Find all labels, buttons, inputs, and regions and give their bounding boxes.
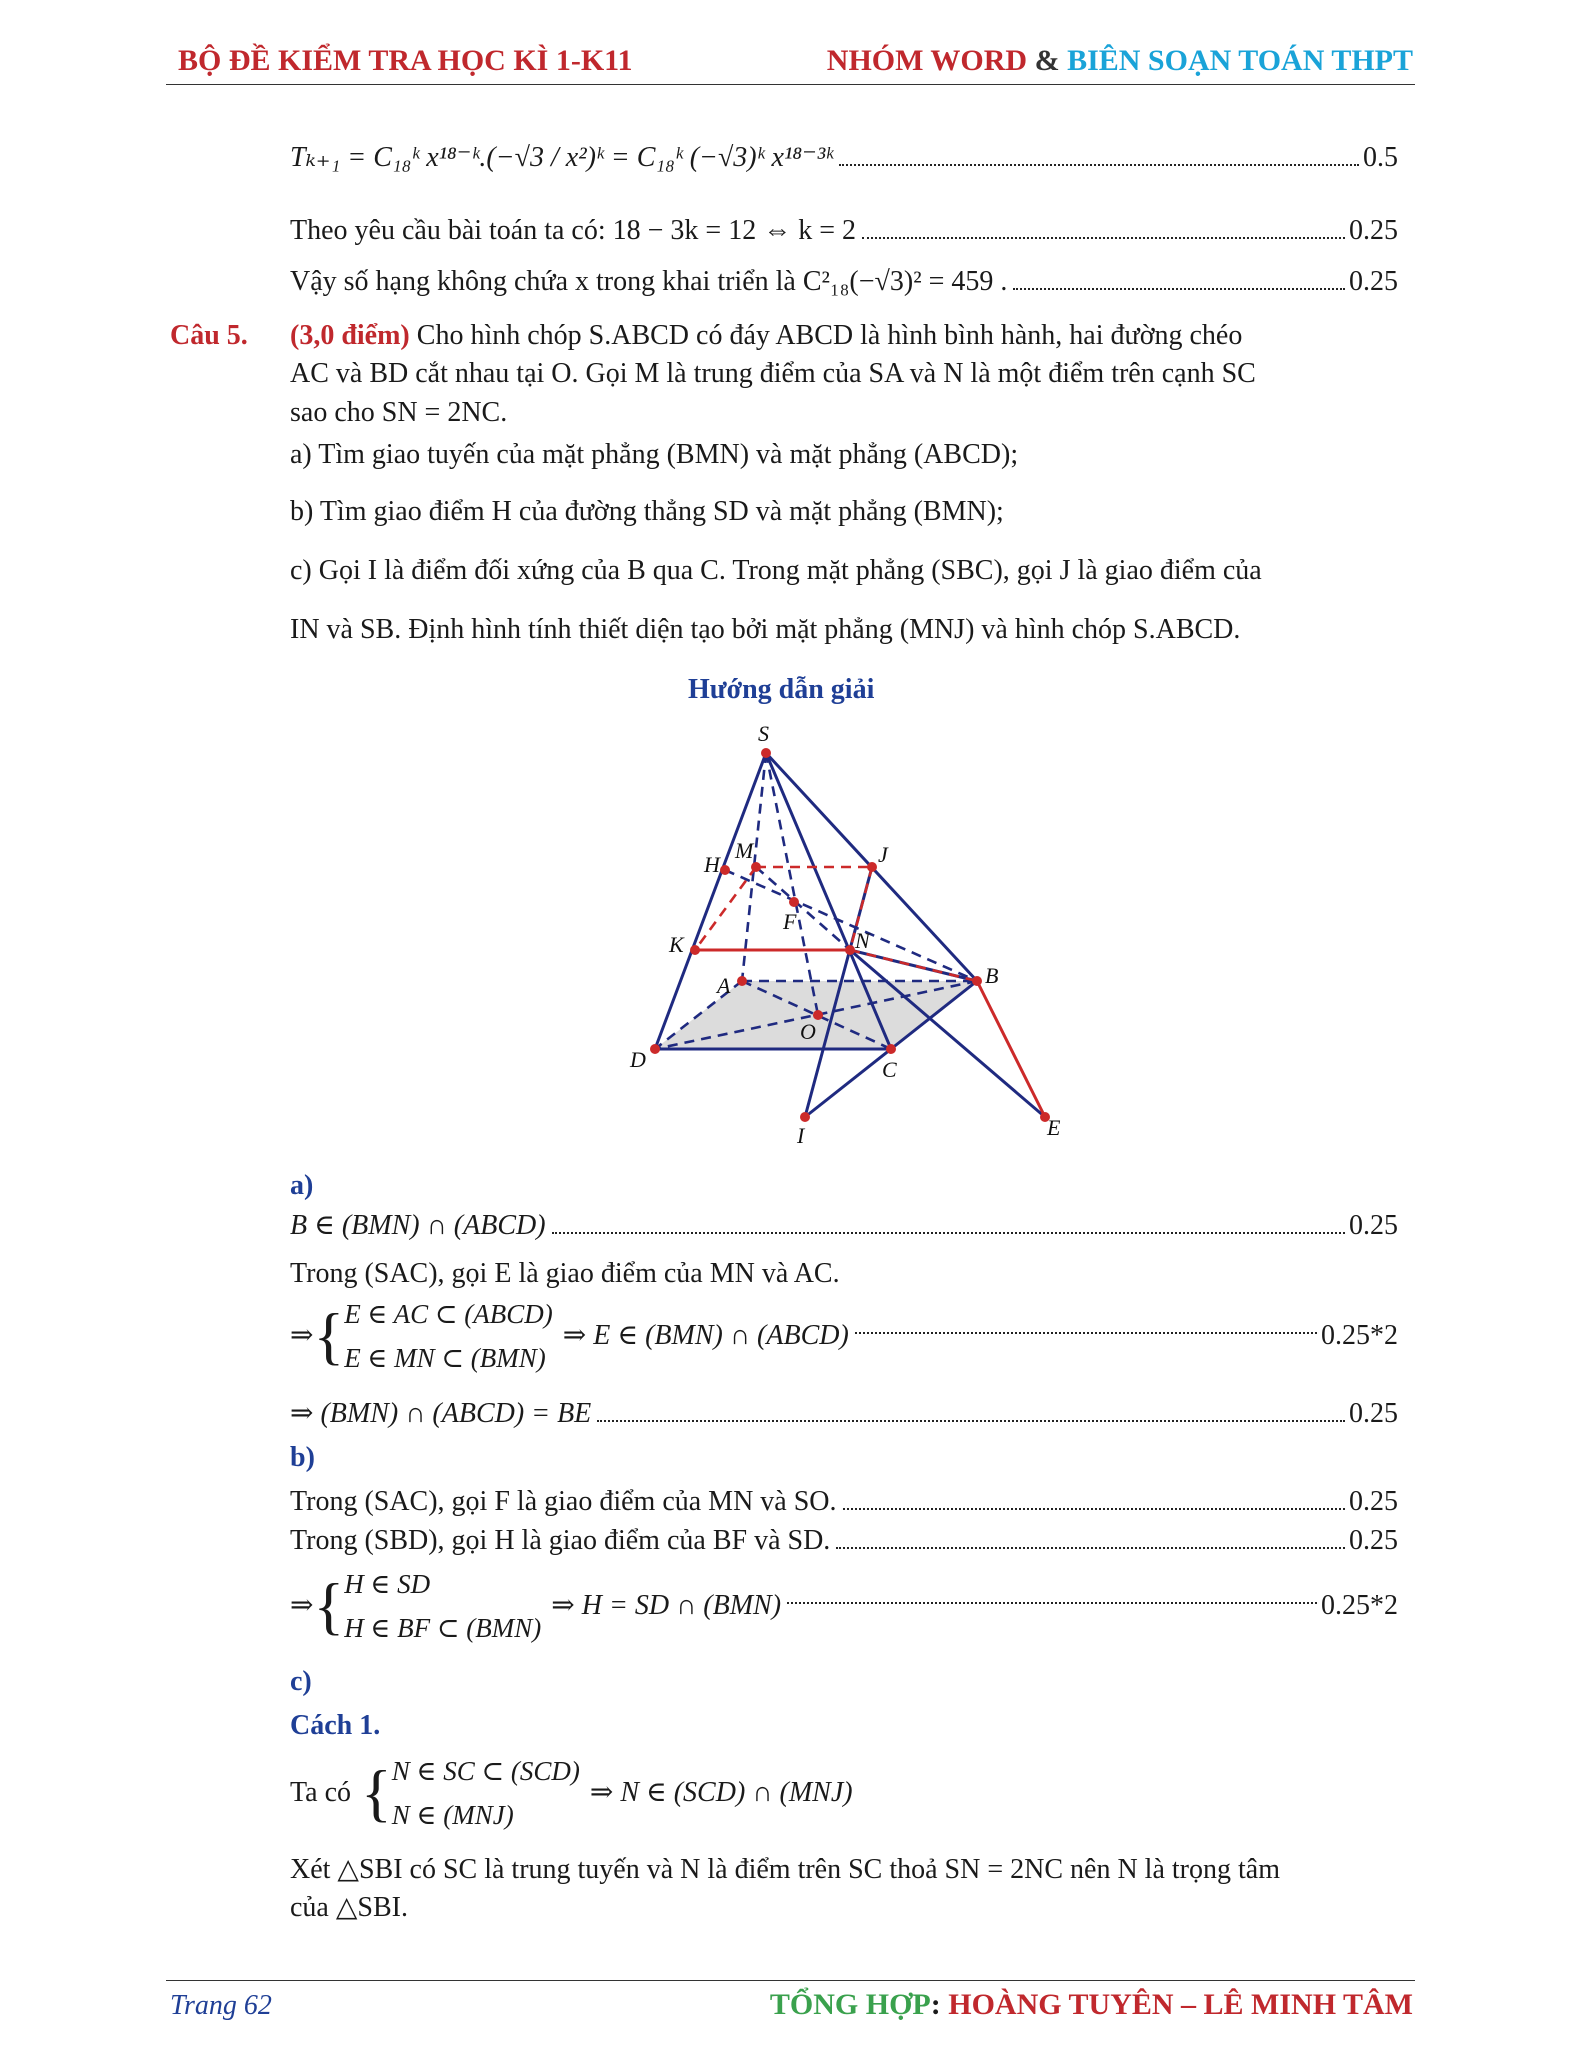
label-I: I (797, 1123, 805, 1148)
part-b-line-1: Trong (SAC), gọi F là giao điểm của MN và SO. 0.25 (290, 1484, 1398, 1520)
label-S: S (758, 721, 769, 746)
label-K: K (669, 932, 684, 957)
solution-title: Hướng dẫn giải (688, 674, 875, 705)
label-H: H (704, 852, 720, 877)
score: 0.25 (1349, 1398, 1398, 1429)
part-a-line-2: Trong (SAC), gọi E là giao điểm của MN và AC. (290, 1258, 840, 1289)
point-S (761, 748, 771, 758)
question-part-c-2: IN và SB. Định hình tính thiết diện tạo bởi mặt phẳng (MNJ) và hình chóp S.ABCD. (290, 614, 1241, 645)
page-number: Trang 62 (170, 1990, 272, 2021)
label-J: J (878, 842, 888, 867)
left-brace: { (313, 1300, 345, 1371)
question-text-2: AC và BD cắt nhau tại O. Gọi M là trung điểm của SA và N là một điểm trên cạnh SC (290, 358, 1256, 389)
score: 0.25 (1349, 1210, 1398, 1241)
score: 0.25*2 (1321, 1590, 1398, 1621)
point-I (800, 1112, 810, 1122)
part-b-system: ⇒ { H ∈ SD H ∈ BF ⊂ (BMN) ⇒ H = SD ∩ (BMN) 0.25*2 (290, 1569, 1398, 1643)
part-a-line-1: B ∈ (BMN) ∩ (ABCD) 0.25 (290, 1208, 1398, 1244)
point-F (789, 897, 799, 907)
label-C: C (882, 1057, 897, 1082)
part-b-line-2: Trong (SBD), gọi H là giao điểm của BF và SD. 0.25 (290, 1523, 1398, 1559)
label-O: O (800, 1019, 816, 1044)
score: 0.25 (1349, 1525, 1398, 1556)
part-a-label: a) (290, 1170, 314, 1201)
part-a-system: ⇒ { E ∈ AC ⊂ (ABCD) E ∈ MN ⊂ (BMN) ⇒ E ∈ (BMN) ∩ (ABCD) 0.25*2 (290, 1299, 1398, 1373)
binomial-term-formula: Tₖ₊₁ = C₁₈ᵏ x¹⁸⁻ᵏ.(−√3 / x²)ᵏ = C₁₈ᵏ (−√3)ᵏ x¹⁸⁻³ᵏ (290, 142, 834, 173)
part-a-line-4: ⇒ (BMN) ∩ (ABCD) = BE 0.25 (290, 1396, 1398, 1432)
point-K (690, 945, 700, 955)
method-label: Cách 1. (290, 1710, 381, 1741)
line-HB (725, 870, 977, 981)
part-c-system: Ta có { N ∈ SC ⊂ (SCD) N ∈ (MNJ) ⇒ N ∈ (SCD) ∩ (MNJ) (290, 1756, 853, 1830)
conclusion-text: Vậy số hạng không chứa x trong khai triển là C²₁₈(−√3)² = 459 . (290, 266, 1008, 297)
part-c-label: c) (290, 1666, 312, 1697)
part-c-line-2: của △SBI. (290, 1892, 408, 1923)
question-points: (3,0 điểm) (290, 320, 410, 351)
label-A: A (717, 973, 731, 998)
footer-authors: TỔNG HỢP: HOÀNG TUYÊN – LÊ MINH TÂM (769, 1988, 1413, 2021)
question-text-1: (3,0 điểm) Cho hình chóp S.ABCD có đáy ABCD là hình bình hành, hai đường chéo (290, 320, 1243, 351)
label-F: F (783, 909, 797, 934)
question-part-b: b) Tìm giao điểm H của đường thẳng SD và mặt phẳng (BMN); (290, 496, 1004, 527)
edge-CI (805, 1049, 891, 1117)
question-part-a: a) Tìm giao tuyến của mặt phẳng (BMN) và mặt phẳng (ABCD); (290, 439, 1019, 470)
score: 0.25 (1349, 215, 1398, 246)
label-D: D (630, 1047, 646, 1072)
point-H (720, 865, 730, 875)
part-b-label: b) (290, 1442, 315, 1473)
point-N (845, 945, 855, 955)
label-N: N (855, 928, 870, 953)
left-brace: { (361, 1757, 392, 1828)
question-label: Câu 5. (170, 320, 248, 351)
header-title: BỘ ĐỀ KIỂM TRA HỌC KÌ 1-K11 (178, 44, 633, 77)
label-E: E (1047, 1115, 1061, 1140)
condition-text: Theo yêu cầu bài toán ta có: 18 − 3k = 12 ⇔ k = 2 (290, 215, 857, 246)
question-text-3: sao cho SN = 2NC. (290, 397, 508, 428)
part-c-line-1: Xét △SBI có SC là trung tuyến và N là điểm trên SC thoả SN = 2NC nên N là trọng tâm (290, 1854, 1280, 1885)
left-brace: { (313, 1570, 345, 1641)
score: 0.25 (1349, 1486, 1398, 1517)
section-BE (977, 981, 1045, 1117)
header-group-sub: BIÊN SOẠN TOÁN THPT (1067, 44, 1413, 77)
point-A (737, 976, 747, 986)
header-group-name: NHÓM WORD (826, 44, 1028, 77)
label-M: M (735, 838, 754, 863)
point-D (650, 1044, 660, 1054)
point-C (886, 1044, 896, 1054)
point-J (867, 862, 877, 872)
footer-rule (166, 1980, 1415, 1981)
score: 0.5 (1363, 142, 1398, 173)
score: 0.25*2 (1321, 1320, 1398, 1351)
label-B: B (985, 963, 999, 988)
header-ampersand: & (1027, 44, 1068, 77)
question-part-c-1: c) Gọi I là điểm đối xứng của B qua C. Trong mặt phẳng (SBC), gọi J là giao điểm của (290, 555, 1262, 586)
point-B (972, 976, 982, 986)
score: 0.25 (1349, 266, 1398, 297)
point-M (751, 862, 761, 872)
